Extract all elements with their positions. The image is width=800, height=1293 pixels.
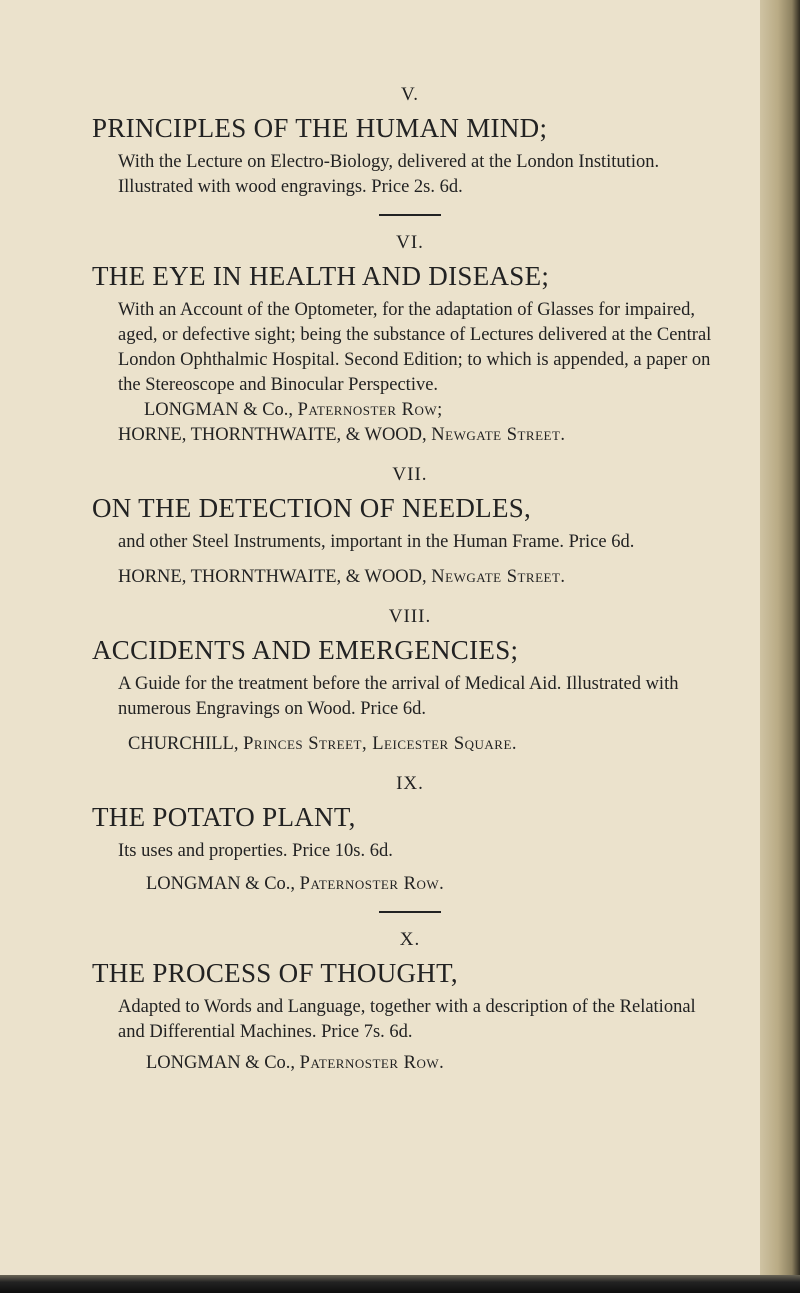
publisher-address: Newgate Street. bbox=[431, 567, 566, 587]
publisher-name: LONGMAN & Co., bbox=[144, 400, 294, 420]
advertisement-list bbox=[92, 84, 720, 1076]
section-divider bbox=[379, 911, 441, 913]
entry-title: ACCIDENTS AND EMERGENCIES; bbox=[92, 635, 519, 665]
entry-description: Its uses and properties. Price 10s. 6d. bbox=[118, 841, 393, 861]
publisher-address: Newgate Street. bbox=[431, 425, 566, 445]
section-divider bbox=[379, 214, 441, 216]
entry-title: PRINCIPLES OF THE HUMAN MIND; bbox=[92, 113, 548, 143]
publisher-line bbox=[100, 398, 720, 423]
entry-title: THE PROCESS OF THOUGHT, bbox=[92, 958, 458, 988]
entry-numeral: VII. bbox=[392, 464, 428, 485]
entry-description: A Guide for the treatment before the arrival of Medical Aid. Illustrated with numerous Engravings on Wood. Price 6d. bbox=[118, 674, 679, 719]
entry-numeral: VIII. bbox=[388, 606, 432, 627]
publisher-address: Paternoster Row. bbox=[299, 1053, 445, 1073]
publisher-address: Paternoster Row. bbox=[299, 874, 445, 894]
publisher-line bbox=[100, 1051, 720, 1076]
publisher-name: LONGMAN & Co., bbox=[146, 1053, 296, 1073]
entry-numeral: IX. bbox=[396, 773, 424, 794]
publisher-address: Paternoster Row; bbox=[297, 400, 443, 420]
entry-title: THE POTATO PLANT, bbox=[92, 802, 356, 832]
entry-description: and other Steel Instruments, important in the Human Frame. Price 6d. bbox=[118, 532, 635, 552]
publisher-name: HORNE, THORNTHWAITE, & WOOD, bbox=[118, 425, 427, 445]
entry-description: Adapted to Words and Language, together with a description of the Relational and Differential Machines. Price 7s. 6d. bbox=[118, 997, 696, 1042]
entry-v bbox=[92, 84, 720, 200]
publisher-name: CHURCHILL, bbox=[128, 734, 239, 754]
page-edge-right bbox=[760, 0, 800, 1293]
entry-numeral: X. bbox=[399, 929, 421, 950]
publisher-address: Princes Street, Leicester Square. bbox=[243, 734, 518, 754]
publisher-line bbox=[100, 565, 720, 590]
entry-ix bbox=[92, 773, 720, 897]
entry-vi bbox=[92, 232, 720, 448]
publisher-name: HORNE, THORNTHWAITE, & WOOD, bbox=[118, 567, 427, 587]
entry-vii bbox=[92, 464, 720, 590]
publisher-line bbox=[100, 423, 720, 448]
entry-viii bbox=[92, 606, 720, 757]
entry-description: With an Account of the Optometer, for the adaptation of Glasses for impaired, aged, or defective sight; being the substance of Lectures delivered at the Central London Ophthalmic Hospital. Second Edition; to which is appended, a paper on the Stereoscope and Binocular Perspective. bbox=[118, 300, 712, 395]
publisher-line bbox=[100, 872, 720, 897]
entry-numeral: V. bbox=[400, 84, 420, 105]
page-edge-bottom bbox=[0, 1275, 800, 1293]
entry-title: THE EYE IN HEALTH AND DISEASE; bbox=[92, 261, 550, 291]
entry-description: With the Lecture on Electro-Biology, delivered at the London Institution. Illustrated with wood engravings. Price 2s. 6d. bbox=[118, 152, 660, 197]
entry-numeral: VI. bbox=[396, 232, 424, 253]
publisher-name: LONGMAN & Co., bbox=[146, 874, 296, 894]
entry-title: ON THE DETECTION OF NEEDLES, bbox=[92, 493, 532, 523]
entry-x bbox=[92, 929, 720, 1076]
publisher-line bbox=[100, 732, 720, 757]
